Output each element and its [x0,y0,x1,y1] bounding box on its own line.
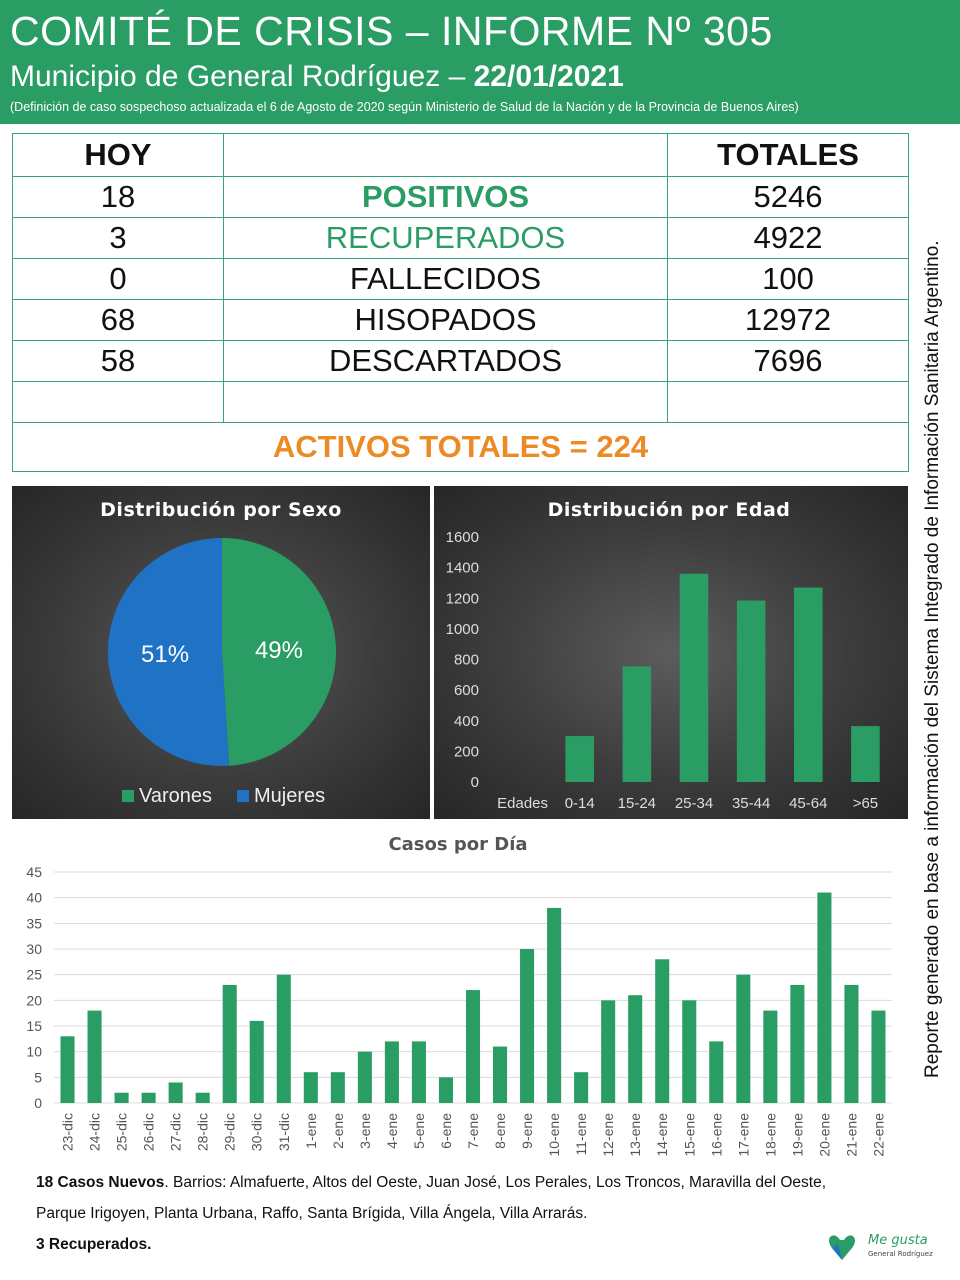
y-tick-label: 40 [26,889,42,906]
daily-bar [493,1047,507,1103]
legend-label-mujeres: Mujeres [254,785,326,807]
empty-cell [224,382,668,423]
x-tick-label: 0-14 [564,795,595,812]
col-today-header: HOY [13,134,224,177]
daily-bar [736,975,750,1103]
x-tick-label: 3-ene [356,1113,373,1149]
y-tick-label: 30 [26,941,42,957]
x-tick-label: 18-ene [762,1113,779,1157]
x-tick-label: 10-ene [546,1113,563,1157]
x-tick-label: 23-dic [59,1113,76,1152]
total-value: 5246 [668,177,909,218]
total-value: 100 [668,259,909,300]
daily-bar [250,1021,264,1103]
y-tick-label: 10 [26,1043,42,1060]
new-cases-count: 18 Casos Nuevos [36,1174,165,1191]
y-tick-label: 20 [26,992,42,1009]
daily-bar [169,1082,183,1103]
x-tick-label: 29-dic [221,1113,238,1152]
table-row-activos [13,423,909,472]
daily-bar [358,1052,372,1103]
row-label: DESCARTADOS [224,341,668,382]
x-tick-label: 35-44 [731,795,771,812]
x-tick-label: 4-ene [383,1113,400,1149]
x-tick-label: 9-ene [519,1113,536,1149]
report-header [0,0,960,124]
daily-bar [196,1093,210,1103]
daily-bar [385,1041,399,1103]
total-value: 7696 [668,341,909,382]
x-tick-label: 2-ene [329,1113,346,1149]
daily-bar [574,1072,588,1103]
x-tick-label: 17-ene [735,1113,752,1157]
logo-text-line2: General Rodríguez [868,1250,933,1258]
x-tick-label: 21-ene [843,1113,860,1157]
daily-bar [763,1011,777,1103]
today-value: 0 [13,259,224,300]
daily-bar [817,893,831,1103]
daily-bar [88,1011,102,1103]
sex-distribution-panel [12,486,430,819]
col-totals-header: TOTALES [668,134,909,177]
daily-bar [871,1011,885,1103]
daily-bar [142,1093,156,1103]
x-tick-label: 24-dic [86,1113,103,1152]
municipality-name: Municipio de General Rodríguez – [10,60,466,93]
row-label: RECUPERADOS [224,218,668,259]
new-cases-line [36,1174,826,1192]
daily-bar [520,949,534,1103]
x-tick-label: 25-34 [674,795,714,812]
y-tick-label: 1600 [445,529,479,546]
legend-swatch-varones [122,790,134,802]
x-tick-label: 13-ene [627,1113,644,1157]
report-date: 22/01/2021 [473,60,624,93]
recovered-count: 3 Recuperados. [36,1236,152,1253]
y-tick-label: 0 [34,1095,42,1111]
today-value: 18 [13,177,224,218]
age-bar [851,726,880,782]
x-tick-label: 27-dic [167,1113,184,1152]
me-gusta-logo [826,1222,946,1270]
sex-pie-chart [12,486,430,819]
y-tick-label: 35 [26,915,42,932]
table-row-positivos [13,177,909,218]
x-tick-label: 8-ene [492,1113,509,1149]
chart-title: Distribución por Sexo [100,499,342,521]
legend-swatch-mujeres [237,790,249,802]
neighborhoods-list-cont: Parque Irigoyen, Planta Urbana, Raffo, Santa Brígida, Villa Ángela, Villa Arrarás. [36,1205,588,1222]
age-bar [680,574,709,782]
total-value: 4922 [668,218,909,259]
x-tick-label: 6-ene [437,1113,454,1149]
age-bar-chart [434,486,908,819]
age-bar [623,666,652,782]
daily-bar [790,985,804,1103]
source-note: Reporte generado en base a información del Sistema Integrado de Información Sanitaria Argentino. [922,240,943,1078]
table-row-recuperados [13,218,909,259]
daily-bar [60,1036,74,1103]
x-tick-label: 30-dic [248,1113,265,1152]
y-tick-label: 200 [453,743,479,761]
col-label-header [224,134,668,177]
x-tick-label: 15-ene [681,1113,698,1157]
x-tick-label: 7-ene [465,1113,481,1149]
report-title: COMITÉ DE CRISIS – INFORME Nº 305 [10,8,773,54]
daily-bar [655,959,669,1103]
daily-bar [277,975,291,1103]
x-tick-label: 20-ene [816,1113,833,1157]
x-tick-label: Edades [497,795,549,812]
daily-bar [304,1072,318,1103]
y-tick-label: 45 [26,864,42,880]
daily-bar [115,1093,129,1103]
daily-bar [439,1077,453,1103]
today-value: 58 [13,341,224,382]
x-tick-label: 1-ene [302,1113,319,1149]
y-tick-label: 800 [453,651,479,669]
y-tick-label: 15 [26,1018,42,1034]
daily-bar [628,995,642,1103]
x-tick-label: 45-64 [789,795,828,812]
table-row-fallecidos [13,259,909,300]
x-tick-label: 16-ene [708,1113,725,1157]
y-tick-label: 25 [26,966,42,983]
definition-note: (Definición de caso sospechoso actualizada el 6 de Agosto de 2020 según Ministerio de Salud de la Nación y de la Provincia de Buenos Aires) [10,100,799,114]
row-label: HISOPADOS [224,300,668,341]
empty-cell [13,382,224,423]
daily-bar [709,1041,723,1103]
age-distribution-panel [434,486,908,819]
neighborhoods-list: . Barrios: Almafuerte, Altos del Oeste, Juan José, Los Perales, Los Troncos, Maravilla del Oeste, [164,1174,827,1191]
pie-slice-label: 49% [254,637,303,665]
daily-cases-chart [0,825,900,1170]
empty-cell [668,382,909,423]
x-tick-label: >65 [852,795,879,812]
x-tick-label: 19-ene [789,1113,806,1157]
daily-bar [844,985,858,1103]
age-bar [565,736,594,782]
chart-title: Distribución por Edad [547,499,791,521]
table-row-empty [13,382,909,423]
x-tick-label: 28-dic [194,1113,211,1152]
today-value: 68 [13,300,224,341]
x-tick-label: 26-dic [140,1113,157,1152]
x-tick-label: 25-dic [113,1113,130,1152]
x-tick-label: 11-ene [573,1113,590,1156]
stats-table [12,133,909,472]
x-tick-label: 5-ene [410,1113,427,1149]
x-tick-label: 12-ene [600,1113,617,1157]
y-tick-label: 1400 [445,559,479,577]
y-tick-label: 5 [34,1069,42,1086]
table-row-hisopados [13,300,909,341]
age-bar [737,601,766,782]
y-tick-label: 1000 [445,620,479,638]
y-tick-label: 400 [453,712,479,730]
table-header-row [13,134,909,177]
legend-label-varones: Varones [139,785,213,807]
daily-bar [682,1000,696,1103]
daily-bar [223,985,237,1103]
daily-bar [547,908,561,1103]
daily-bar [331,1072,345,1103]
y-tick-label: 1200 [445,590,479,608]
report-subtitle [10,60,624,94]
x-tick-label: 15-24 [617,795,657,812]
x-tick-label: 14-ene [654,1113,671,1157]
row-label: FALLECIDOS [224,259,668,300]
activos-totales: ACTIVOS TOTALES = 224 [13,423,909,472]
table-row-descartados [13,341,909,382]
daily-bar [412,1041,426,1103]
y-tick-label: 0 [470,774,479,791]
recovered-line [36,1236,151,1254]
total-value: 12972 [668,300,909,341]
x-tick-label: 31-dic [275,1113,292,1152]
logo-text-line1: Me gusta [868,1233,928,1248]
x-tick-label: 22-ene [870,1113,887,1157]
y-tick-label: 600 [453,682,479,700]
daily-bar [466,990,480,1103]
pie-slice-label: 51% [141,640,190,668]
age-bar [794,588,823,782]
today-value: 3 [13,218,224,259]
row-label: POSITIVOS [224,177,668,218]
daily-bar [601,1000,615,1103]
chart-title: Casos por Día [388,834,528,855]
